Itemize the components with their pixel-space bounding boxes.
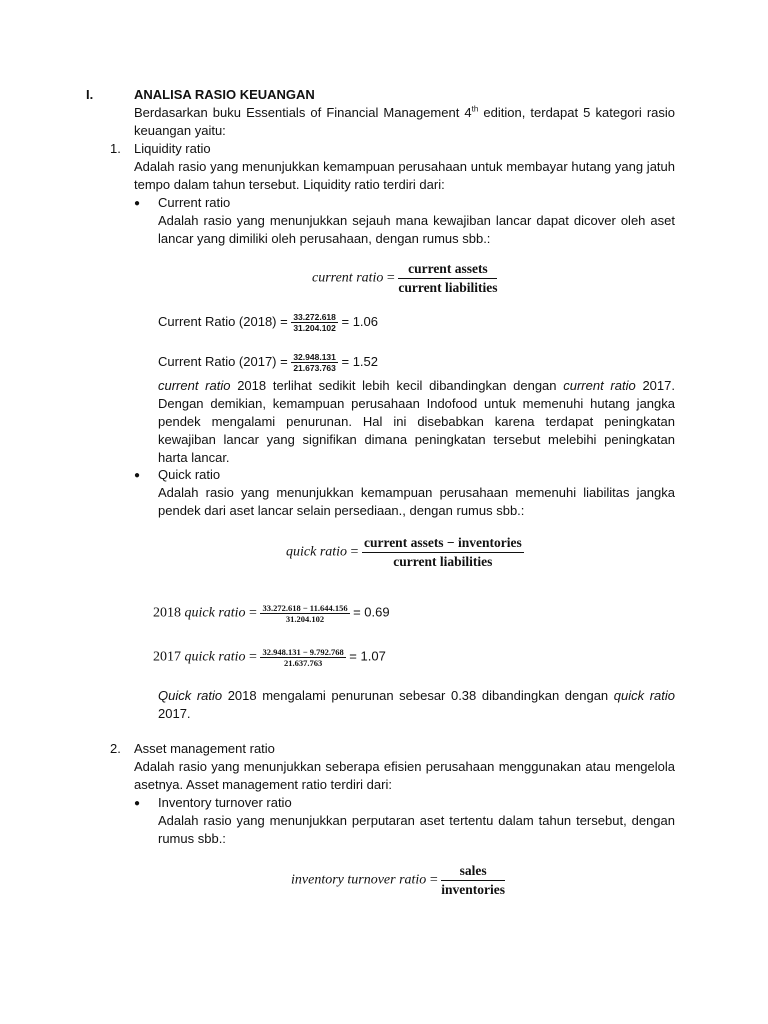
quick-ratio-2018-calc: 2018 quick ratio = $\frac{33.272.618 - 11.644.156}{31.204.102}$ = 0.69 xyxy=(153,603,390,624)
item-title-quick-ratio: Quick ratio xyxy=(158,467,221,482)
bullet-icon: ● xyxy=(134,198,141,209)
item-title-current-ratio: Current ratio xyxy=(158,195,231,210)
item-description-inventory-turnover: Adalah rasio yang menunjukkan perputaran aset tertentu dalam tahun tersebut, dengan rumus sbb.: xyxy=(158,813,675,846)
quick-ratio-formula: quick ratio = $\frac{\text{current assets − inventories}}{\text{current liabilities}}$ xyxy=(286,535,522,569)
quick-ratio-analysis: Quick ratio 2018 mengalami penurunan sebesar 0.38 dibandingkan dengan quick ratio 2017. xyxy=(158,688,675,721)
item-description-quick-ratio: Adalah rasio yang menunjukkan kemampuan perusahaan memenuhi liabilitas jangka pendek dari aset lancar selain persediaan., dengan rumus sbb.: xyxy=(158,485,675,518)
current-ratio-2018-calc: Current Ratio (2018) = $\frac{33.272.618}{31.204.102}$ = 1.06 xyxy=(158,312,379,333)
intro-paragraph: Berdasarkan buku Essentials of Financial Management 4th edition, terdapat 5 kategori rasio keuangan yaitu: xyxy=(134,104,676,138)
bullet-icon: ● xyxy=(134,798,141,809)
section-description-asset-management: Adalah rasio yang menunjukkan seberapa efisien perusahaan menggunakan atau mengelola asetnya. Asset management ratio terdiri dari: xyxy=(134,759,675,792)
bullet-icon: ● xyxy=(134,470,141,481)
current-ratio-analysis: current ratio 2018 terlihat sedikit lebih kecil dibandingkan dengan current ratio 2017. Dengan demikian, kemampuan perusahaan Indofood untuk memenuhi hutang jangka pendek mengalami penurunan. Hal ini disebabkan karena terdapat peningkatan kewajiban lancar yang signifikan dimana peningkatan tersebut melebihi peningkatan harta lancar. xyxy=(158,378,675,465)
section-title-asset-management: Asset management ratio xyxy=(134,741,275,756)
item-description-current-ratio: Adalah rasio yang menunjukkan sejauh mana kewajiban lancar dapat dicover oleh aset lancar yang dimiliki oleh perusahaan, dengan rumus sbb.: xyxy=(158,213,675,246)
current-ratio-formula: current ratio = $\frac{\text{current assets}}{\text{current liabilities}}$ xyxy=(312,261,498,295)
current-ratio-2017-calc: Current Ratio (2017) = $\frac{32.948.131}{21.673.763}$ = 1.52 xyxy=(158,352,379,373)
quick-ratio-2017-calc: 2017 quick ratio = $\frac{32.948.131 - 9.792.768}{21.637.763}$ = 1.07 xyxy=(153,647,386,668)
section-number-2: 2. xyxy=(110,741,121,756)
heading-number: I. xyxy=(86,87,94,102)
inventory-turnover-formula: inventory turnover ratio = $\frac{\text{sales}}{\text{inventories}}$ xyxy=(291,863,505,897)
section-number-1: 1. xyxy=(110,141,121,156)
section-description-liquidity: Adalah rasio yang menunjukkan kemampuan perusahaan untuk membayar hutang yang jatuh tempo dalam tahun tersebut. Liquidity ratio terdiri dari: xyxy=(134,159,675,192)
section-title-liquidity: Liquidity ratio xyxy=(134,141,211,156)
item-title-inventory-turnover: Inventory turnover ratio xyxy=(158,795,292,810)
page-title: ANALISA RASIO KEUANGAN xyxy=(134,87,315,102)
